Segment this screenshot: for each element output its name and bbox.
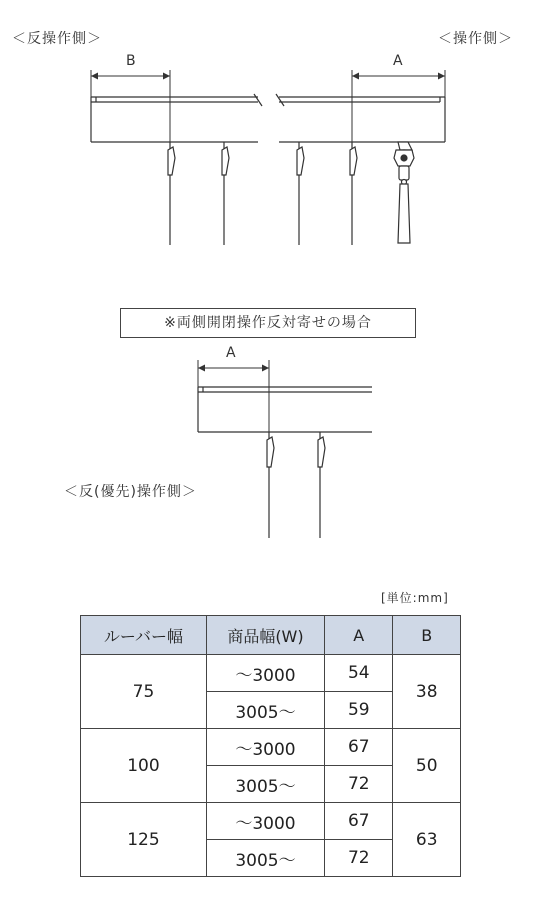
- a-cell: 59: [325, 692, 393, 729]
- width-cell: ～3000: [206, 729, 324, 766]
- width-cell: 3005～: [206, 766, 324, 803]
- note-box: ※両側開閉操作反対寄せの場合: [120, 308, 416, 338]
- b-cell: 38: [393, 655, 461, 729]
- dimension-b: [91, 70, 170, 142]
- width-cell: ～3000: [206, 803, 324, 840]
- a-cell: 72: [325, 840, 393, 877]
- a-cell: 54: [325, 655, 393, 692]
- table-header-row: [81, 616, 461, 655]
- header-product-width: 商品幅(W): [206, 616, 324, 655]
- label-left-side: ＜反操作側＞: [12, 31, 102, 47]
- spec-table: [80, 615, 461, 877]
- header-louver-width: ルーバー幅: [81, 616, 207, 655]
- label-right-side: ＜操作側＞: [438, 31, 513, 47]
- top-hook-1: [168, 142, 175, 245]
- unit-label: [単位:mm]: [381, 591, 449, 605]
- table-row: [81, 655, 461, 692]
- b-cell: 63: [393, 803, 461, 877]
- header-a: A: [325, 616, 393, 655]
- a-cell: 72: [325, 766, 393, 803]
- a-cell: 67: [325, 803, 393, 840]
- table-row: [81, 803, 461, 840]
- bottom-rail: [198, 387, 372, 432]
- width-cell: 3005～: [206, 840, 324, 877]
- louver-cell: 75: [81, 655, 207, 729]
- header-b: B: [393, 616, 461, 655]
- width-cell: ～3000: [206, 655, 324, 692]
- top-right-rail: [276, 94, 445, 142]
- label-dim-a-bottom: A: [226, 345, 237, 361]
- dimension-a-top: [352, 70, 445, 142]
- a-cell: 67: [325, 729, 393, 766]
- b-cell: 50: [393, 729, 461, 803]
- top-hook-4: [350, 142, 357, 245]
- label-dim-a-top: A: [393, 53, 404, 69]
- operating-wand: [394, 142, 414, 243]
- top-left-rail: [91, 94, 262, 142]
- louver-cell: 100: [81, 729, 207, 803]
- dimension-a-bottom: [198, 360, 269, 432]
- label-dim-b: B: [126, 53, 137, 69]
- bottom-hook-1: [267, 432, 274, 538]
- width-cell: 3005～: [206, 692, 324, 729]
- top-hook-3: [297, 142, 304, 245]
- top-hook-2: [222, 142, 229, 245]
- table-row: [81, 729, 461, 766]
- bottom-hook-2: [318, 432, 325, 538]
- louver-cell: 125: [81, 803, 207, 877]
- label-bottom-side: ＜反(優先)操作側＞: [64, 484, 197, 500]
